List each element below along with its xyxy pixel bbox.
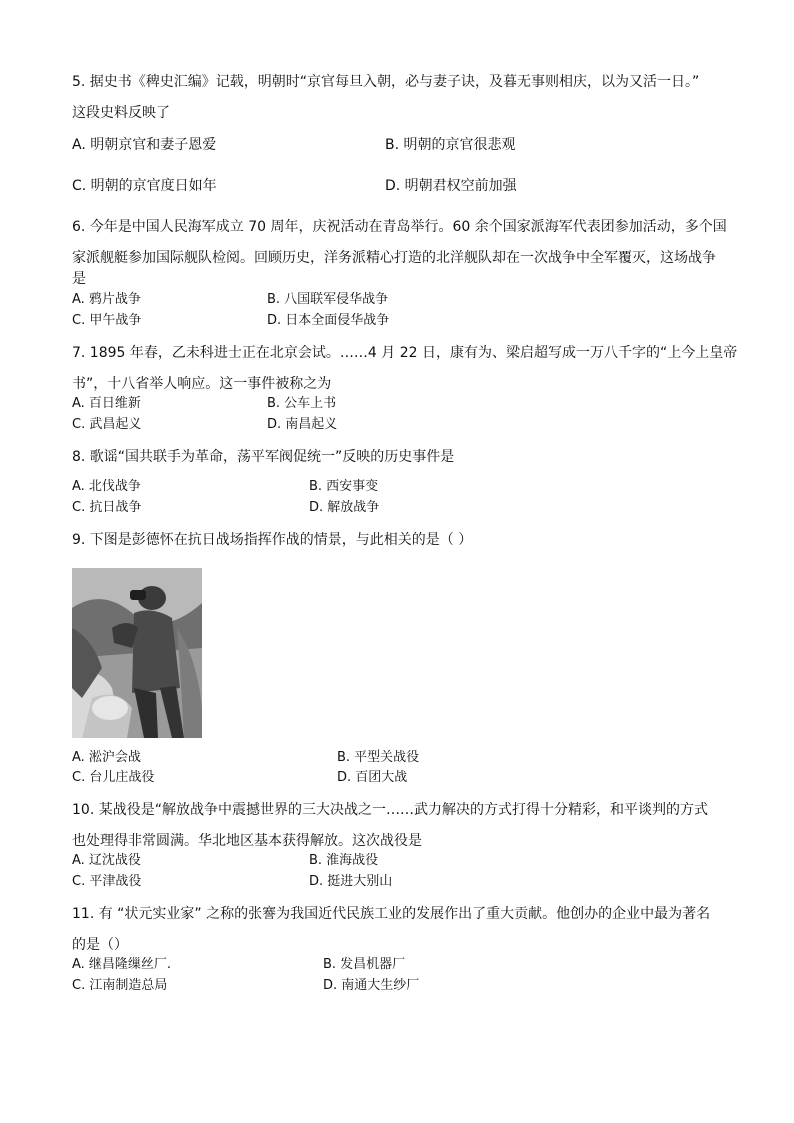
question-7-option-c[interactable]: C. 武昌起义	[72, 417, 142, 432]
question-8-option-a[interactable]: A. 北伐战争	[72, 479, 141, 494]
question-5-option-d[interactable]: D. 明朝君权空前加强	[385, 178, 517, 194]
question-7-option-b[interactable]: B. 公车上书	[267, 396, 337, 411]
question-11-option-a[interactable]: A. 继昌隆缫丝厂.	[72, 957, 172, 972]
photo-illustration	[72, 568, 202, 738]
question-5-option-c[interactable]: C. 明朝的京官度日如年	[72, 178, 217, 194]
question-11-line-2: 的是（）	[72, 937, 128, 953]
question-9-option-d[interactable]: D. 百团大战	[337, 770, 408, 785]
question-5-line-1: 5. 据史书《稗史汇编》记载，明朝时“京官每旦入朝，必与妻子诀，及暮无事则相庆，以为又活一日。”	[72, 74, 700, 90]
question-10-option-a[interactable]: A. 辽沈战役	[72, 853, 141, 868]
question-11-option-b[interactable]: B. 发昌机器厂	[323, 957, 406, 972]
question-7-line-1: 7. 1895 年春，乙未科进士正在北京会试。……4 月 22 日，康有为、梁启超写成一万八千字的“上今上皇帝	[72, 345, 738, 361]
question-11-option-c[interactable]: C. 江南制造总局	[72, 978, 168, 993]
question-11-line-1: 11. 有 “状元实业家” 之称的张謇为我国近代民族工业的发展作出了重大贡献。他创办的企业中最为著名	[72, 906, 711, 922]
question-8-line-1: 8. 歌谣“国共联手为革命，荡平军阀促统一”反映的历史事件是	[72, 449, 455, 465]
question-9-option-a[interactable]: A. 淞沪会战	[72, 750, 141, 765]
question-10-line-2: 也处理得非常圆满。华北地区基本获得解放。这次战役是	[72, 833, 422, 849]
question-9-option-c[interactable]: C. 台儿庄战役	[72, 770, 155, 785]
question-6-line-1: 6. 今年是中国人民海军成立 70 周年，庆祝活动在青岛举行。60 余个国家派海军代表团参加活动，多个国	[72, 219, 727, 235]
question-6-line-3: 是	[72, 271, 86, 287]
question-6-option-c[interactable]: C. 甲午战争	[72, 313, 142, 328]
question-8-option-d[interactable]: D. 解放战争	[309, 500, 380, 515]
question-6-option-a[interactable]: A. 鸦片战争	[72, 292, 141, 307]
question-10-option-d[interactable]: D. 挺进大别山	[309, 874, 393, 889]
question-5-option-b[interactable]: B. 明朝的京官很悲观	[385, 137, 516, 153]
question-6-option-d[interactable]: D. 日本全面侵华战争	[267, 313, 390, 328]
question-7-option-d[interactable]: D. 南昌起义	[267, 417, 338, 432]
question-6-line-2: 家派舰艇参加国际舰队检阅。回顾历史，洋务派精心打造的北洋舰队却在一次战争中全军覆灭，这场战争	[72, 250, 716, 266]
question-8-option-c[interactable]: C. 抗日战争	[72, 500, 142, 515]
question-7-option-a[interactable]: A. 百日维新	[72, 396, 141, 411]
question-10-option-c[interactable]: C. 平津战役	[72, 874, 142, 889]
question-5-option-a[interactable]: A. 明朝京官和妻子恩爱	[72, 137, 217, 153]
question-10-option-b[interactable]: B. 淮海战役	[309, 853, 379, 868]
question-9-line-1: 9. 下图是彭德怀在抗日战场指挥作战的情景，与此相关的是（ ）	[72, 532, 473, 548]
question-8-option-b[interactable]: B. 西安事变	[309, 479, 379, 494]
question-9-option-b[interactable]: B. 平型关战役	[337, 750, 420, 765]
question-10-line-1: 10. 某战役是“解放战争中震撼世界的三大决战之一……武力解决的方式打得十分精彩，和平谈判的方式	[72, 802, 708, 818]
peng-dehuai-photo	[72, 568, 202, 738]
question-11-option-d[interactable]: D. 南通大生纱厂	[323, 978, 420, 993]
question-7-line-2: 书”，十八省举人响应。这一事件被称之为	[72, 376, 332, 392]
question-5-line-2: 这段史料反映了	[72, 105, 170, 121]
question-6-option-b[interactable]: B. 八国联军侵华战争	[267, 292, 389, 307]
